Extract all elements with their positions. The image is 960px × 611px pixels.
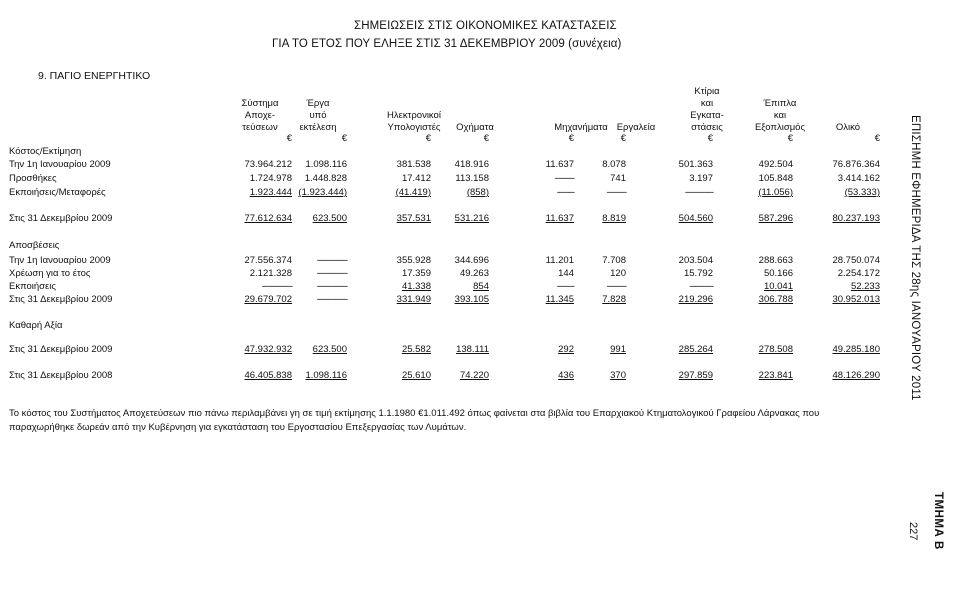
label-nbv: Καθαρή Αξία	[9, 320, 63, 331]
cell-dep-jan-col-2: --------------	[316, 255, 347, 266]
cell-dec2009-col-6: 8.819	[602, 213, 626, 224]
cell-dep-dec-col-7: 219.296	[678, 294, 713, 305]
cell-jan2009-col-6: 8.078	[602, 159, 626, 170]
cell-charge-col-1: 2.121.328	[249, 268, 292, 279]
column-header-1-line-1: Σύστημα	[241, 98, 279, 109]
column-header-5-line-1: Μηχανήματα	[554, 122, 608, 133]
column-header-8-line-2: και	[773, 110, 787, 121]
column-header-1-line-3: τεύσεων	[242, 122, 278, 133]
cell-additions-col-3: 17.412	[401, 173, 431, 184]
currency-symbol: €	[568, 133, 574, 144]
cell-charge-col-9: 2.254.172	[837, 268, 880, 279]
cell-additions-col-7: 3.197	[689, 173, 713, 184]
column-header-2-line-2: υπό	[309, 110, 327, 121]
currency-symbol: €	[787, 133, 793, 144]
cell-disposals-col-3: (41.419)	[395, 187, 431, 198]
label-disposals: Εκποιήσεις/Μεταφορές	[9, 187, 106, 198]
cell-dep-disposals-col-8: 10.041	[763, 281, 793, 292]
label-nbv-2009: Στις 31 Δεκεμβρίου 2009	[9, 344, 113, 355]
label-depreciation: Αποσβέσεις	[9, 240, 60, 251]
cell-dep-dec-col-6: 7.828	[602, 294, 626, 305]
cell-dep-jan-col-9: 28.750.074	[832, 255, 880, 266]
cell-disposals-col-7: -------------	[684, 187, 713, 198]
cell-charge-col-7: 15.792	[683, 268, 713, 279]
cell-nbv-2009-col-3: 25.582	[401, 344, 431, 355]
label-jan2009: Την 1η Ιανουαρίου 2009	[9, 159, 111, 170]
cell-nbv-2009-col-7: 285.264	[678, 344, 713, 355]
label-charge: Χρέωση για το έτος	[9, 268, 91, 279]
cell-nbv-2009-col-9: 49.285.180	[832, 344, 880, 355]
cell-dep-dec-col-1: 29.679.702	[244, 294, 292, 305]
cell-additions-col-5: ---------	[554, 173, 574, 184]
column-header-7-line-2: και	[700, 98, 714, 109]
cell-nbv-2008-col-3: 25.610	[401, 370, 431, 381]
currency-symbol: €	[874, 133, 880, 144]
currency-symbol: €	[286, 133, 292, 144]
cell-dep-jan-col-5: 11.201	[545, 255, 574, 266]
cell-dep-jan-col-6: 7.708	[602, 255, 626, 266]
column-header-7-line-3: Εγκατα-	[690, 110, 724, 121]
cell-dep-disposals-col-6: ---------	[606, 281, 626, 292]
cell-dep-jan-col-8: 288.663	[758, 255, 793, 266]
cell-charge-col-6: 120	[610, 268, 626, 279]
column-header-9-line-1: Ολικό	[835, 122, 861, 133]
column-header-7-line-4: στάσεις	[691, 122, 723, 133]
page-number: 227	[907, 522, 919, 541]
cell-dep-jan-col-4: 344.696	[454, 255, 489, 266]
cell-nbv-2009-col-2: 623.500	[312, 344, 347, 355]
cell-nbv-2009-col-1: 47.932.932	[244, 344, 292, 355]
cell-nbv-2008-col-8: 223.841	[758, 370, 793, 381]
footnote-line-2: παραχωρήθηκε δωρεάν από την Κυβέρνηση για εγκατάσταση του Εργοστασίου Επεξεργασίας των Λυμάτων.	[9, 422, 467, 433]
cell-dec2009-col-9: 80.237.193	[832, 213, 880, 224]
cell-dep-dec-col-9: 30.952.013	[832, 294, 880, 305]
cell-dec2009-col-1: 77.612.634	[244, 213, 292, 224]
cell-dep-disposals-col-5: --------	[556, 281, 574, 292]
label-additions: Προσθήκες	[9, 173, 57, 184]
label-dep-jan: Την 1η Ιανουαρίου 2009	[9, 255, 111, 266]
cell-dec2009-col-5: 11.637	[545, 213, 574, 224]
cell-additions-col-1: 1.724.978	[249, 173, 292, 184]
cell-dep-disposals-col-9: 52.233	[850, 281, 880, 292]
cell-dep-dec-col-3: 331.949	[396, 294, 431, 305]
cell-dep-dec-col-2: --------------	[316, 294, 347, 305]
label-dec2009: Στις 31 Δεκεμβρίου 2009	[9, 213, 113, 224]
column-header-6-line-1: Εργαλεία	[616, 122, 656, 133]
cell-nbv-2008-col-5: 436	[558, 370, 574, 381]
column-header-3-line-2: Υπολογιστές	[387, 122, 441, 133]
cell-dep-dec-col-8: 306.788	[758, 294, 793, 305]
cell-dec2009-col-2: 623.500	[312, 213, 347, 224]
cell-jan2009-col-1: 73.964.212	[244, 159, 292, 170]
cell-disposals-col-6: ---------	[606, 187, 626, 198]
cell-dec2009-col-3: 357.531	[396, 213, 431, 224]
cell-nbv-2008-col-9: 48.126.290	[832, 370, 880, 381]
cell-nbv-2009-col-5: 292	[558, 344, 574, 355]
column-header-8-line-1: Έπιπλα	[763, 98, 797, 109]
cell-dep-jan-col-7: 203.504	[678, 255, 713, 266]
cell-dep-dec-col-5: 11.345	[545, 294, 574, 305]
cell-dec2009-col-4: 531.216	[454, 213, 489, 224]
column-header-3-line-1: Ηλεκτρονικοί	[387, 110, 441, 121]
currency-symbol: €	[425, 133, 431, 144]
cell-charge-col-3: 17.359	[401, 268, 431, 279]
column-header-2-line-1: Έργα	[306, 98, 330, 109]
cell-jan2009-col-9: 76.876.364	[832, 159, 880, 170]
cell-dep-jan-col-1: 27.556.374	[244, 255, 292, 266]
currency-symbol: €	[707, 133, 713, 144]
cell-jan2009-col-3: 381.538	[396, 159, 431, 170]
section-heading: 9. ΠΑΓΙΟ ΕΝΕΡΓΗΤΙΚΟ	[38, 70, 151, 82]
column-header-7-line-1: Κτίρια	[694, 86, 720, 97]
cell-nbv-2008-col-1: 46.405.838	[244, 370, 292, 381]
page-title: ΣΗΜΕΙΩΣΕΙΣ ΣΤΙΣ ΟΙΚΟΝΟΜΙΚΕΣ ΚΑΤΑΣΤΑΣΕΙΣ	[354, 20, 617, 32]
cell-dep-disposals-col-4: 854	[473, 281, 489, 292]
cell-dep-disposals-col-7: -----------	[689, 281, 713, 292]
column-header-2-line-3: εκτέλεση	[299, 122, 337, 133]
cell-nbv-2009-col-6: 991	[610, 344, 626, 355]
cell-dec2009-col-7: 504.560	[678, 213, 713, 224]
cell-jan2009-col-8: 492.504	[758, 159, 793, 170]
currency-symbol: €	[620, 133, 626, 144]
cell-jan2009-col-4: 418.916	[454, 159, 489, 170]
cell-additions-col-4: 113.158	[455, 173, 489, 184]
gazette-side-title: ΕΠΙΣΗΜΗ ΕΦΗΜΕΡΙΔΑ ΤΗΣ 28ης ΙΑΝΟΥΑΡΙΟΥ 2011	[909, 115, 921, 401]
cell-jan2009-col-2: 1.098.116	[305, 159, 347, 170]
column-header-1-line-2: Αποχε-	[244, 110, 276, 121]
column-header-4-line-1: Οχήματα	[456, 122, 494, 133]
cell-dep-disposals-col-2: --------------	[316, 281, 347, 292]
cell-dec2009-col-8: 587.296	[758, 213, 793, 224]
cell-nbv-2008-col-6: 370	[610, 370, 626, 381]
cell-disposals-col-5: --------	[556, 187, 574, 198]
label-dep-disposals: Εκποιήσεις	[9, 281, 56, 292]
currency-symbol: €	[341, 133, 347, 144]
cell-dep-disposals-col-3: 41.338	[401, 281, 431, 292]
cell-jan2009-col-7: 501.363	[678, 159, 713, 170]
currency-symbol: €	[483, 133, 489, 144]
cell-additions-col-8: 105.848	[758, 173, 793, 184]
label-dep-dec: Στις 31 Δεκεμβρίου 2009	[9, 294, 113, 305]
cell-charge-col-8: 50.166	[763, 268, 793, 279]
cell-dep-dec-col-4: 393.105	[454, 294, 489, 305]
cell-jan2009-col-5: 11.637	[545, 159, 574, 170]
cell-nbv-2008-col-7: 297.859	[678, 370, 713, 381]
page-subtitle: ΓΙΑ ΤΟ ΕΤΟΣ ΠΟΥ ΕΛΗΞΕ ΣΤΙΣ 31 ΔΕΚΕΜΒΡΙΟΥ 2009 (συνέχεια)	[272, 38, 622, 50]
cell-additions-col-6: 741	[610, 173, 626, 184]
cell-dep-disposals-col-1: --------------	[261, 281, 292, 292]
cell-disposals-col-4: (858)	[466, 187, 489, 198]
cell-additions-col-2: 1.448.828	[304, 173, 347, 184]
cell-disposals-col-9: (53.333)	[844, 187, 880, 198]
cell-dep-jan-col-3: 355.928	[396, 255, 431, 266]
cell-disposals-col-8: (11.056)	[758, 187, 793, 198]
cell-nbv-2008-col-2: 1.098.116	[305, 370, 347, 381]
cell-nbv-2009-col-8: 278.508	[758, 344, 793, 355]
cell-nbv-2008-col-4: 74.220	[459, 370, 489, 381]
label-cost: Κόστος/Εκτίμηση	[9, 146, 82, 157]
label-nbv-2008: Στις 31 Δεκεμβρίου 2008	[9, 370, 113, 381]
cell-charge-col-5: 144	[558, 268, 574, 279]
cell-nbv-2009-col-4: 138.111	[456, 344, 489, 355]
footnote-line-1: Το κόστος του Συστήματος Αποχετεύσεων πιο πάνω περιλαμβάνει γη σε τιμή εκτίμησης 1.1.1980 €1.011.492 όπως φαίνεται στα βιβλία του Επαρχιακού Κτηματολογικού Γραφείου Λάρνακας που	[9, 408, 820, 419]
part-side-label: ΤΜΗΜΑ Β	[932, 492, 944, 550]
cell-charge-col-4: 49.263	[459, 268, 489, 279]
cell-charge-col-2: --------------	[316, 268, 347, 279]
cell-disposals-col-2: (1.923.444)	[298, 187, 347, 198]
column-header-8-line-3: Εξοπλισμός	[754, 122, 806, 133]
cell-disposals-col-1: 1.923.444	[249, 187, 292, 198]
cell-additions-col-9: 3.414.162	[837, 173, 880, 184]
